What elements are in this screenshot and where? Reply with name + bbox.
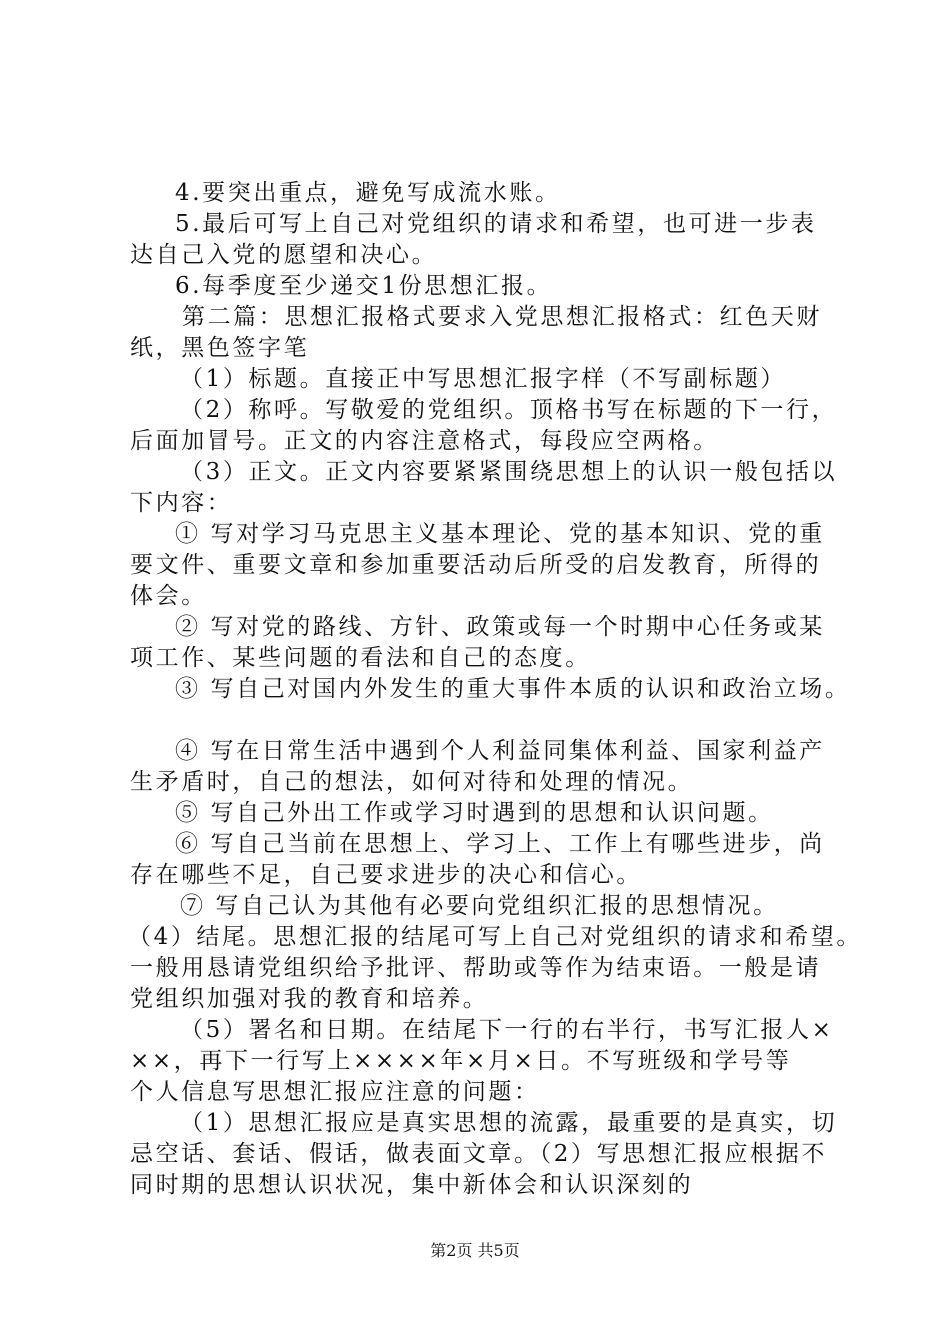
text-line: 项工作、某些问题的看法和自己的态度。 <box>130 645 591 671</box>
text-line: （4）结尾。思想汇报的结尾可写上自己对党组织的请求和希望。 <box>128 924 863 950</box>
text-line: 个人信息写思想汇报应注意的问题： <box>130 1079 540 1105</box>
text-line: 同时期的思想认识状况，集中新体会和认识深刻的 <box>130 1172 694 1198</box>
text-line: 体会。 <box>130 583 207 609</box>
text-line: （3）正文。正文内容要紧紧围绕思想上的认识一般包括以 <box>180 459 838 485</box>
text-line: ④ 写在日常生活中遇到个人利益同集体利益、国家利益产 <box>175 738 825 764</box>
text-line: ② 写对党的路线、方针、政策或每一个时期中心任务或某 <box>175 614 825 640</box>
text-line: ⑤ 写自己外出工作或学习时遇到的思想和认识问题。 <box>175 800 774 826</box>
text-line: 生矛盾时，自己的想法，如何对待和处理的情况。 <box>130 769 694 795</box>
text-line: 6.每季度至少递交1份思想汇报。 <box>175 273 553 299</box>
text-line: ⑥ 写自己当前在思想上、学习上、工作上有哪些进步，尚 <box>175 831 825 857</box>
text-line: 达自己入党的愿望和决心。 <box>130 242 438 268</box>
text-line: 要文件、重要文章和参加重要活动后所受的启发教育，所得的 <box>130 552 822 578</box>
text-line: 下内容： <box>130 490 233 516</box>
text-line: 第二篇：思想汇报格式要求入党思想汇报格式：红色天财 <box>182 304 822 330</box>
text-line: 一般用恳请党组织给予批评、帮助或等作为结束语。一般是请 <box>130 955 822 981</box>
text-line: （5）署名和日期。在结尾下一行的右半行，书写汇报人× <box>180 1017 834 1043</box>
text-line: ⑦ 写自己认为其他有必要向党组织汇报的思想情况。 <box>180 893 779 919</box>
text-line: （1）思想汇报应是真实思想的流露，最重要的是真实，切 <box>180 1110 838 1136</box>
text-line: 忌空话、套话、假话，做表面文章。（2）写思想汇报应根据不 <box>130 1141 827 1167</box>
text-line: 后面加冒号。正文的内容注意格式，每段应空两格。 <box>130 428 719 454</box>
text-line: ③ 写自己对国内外发生的重大事件本质的认识和政治立场。 <box>175 676 851 702</box>
text-line: （1）标题。直接正中写思想汇报字样（不写副标题） <box>180 366 787 392</box>
text-line: 党组织加强对我的教育和培养。 <box>130 986 489 1012</box>
text-line: （2）称呼。写敬爱的党组织。顶格书写在标题的下一行， <box>180 397 838 423</box>
text-line: 纸，黑色签字笔 <box>130 335 310 361</box>
text-line: 存在哪些不足，自己要求进步的决心和信心。 <box>130 862 642 888</box>
text-line: 4.要突出重点，避免写成流水账。 <box>175 180 561 206</box>
page-number-footer: 第2页 共5页 <box>430 1241 520 1260</box>
text-line: ① 写对学习马克思主义基本理论、党的基本知识、党的重 <box>175 521 825 547</box>
text-line: ××，再下一行写上××××年×月×日。不写班级和学号等 <box>130 1048 792 1074</box>
text-line: 5.最后可写上自己对党组织的请求和希望，也可进一步表 <box>175 211 817 237</box>
